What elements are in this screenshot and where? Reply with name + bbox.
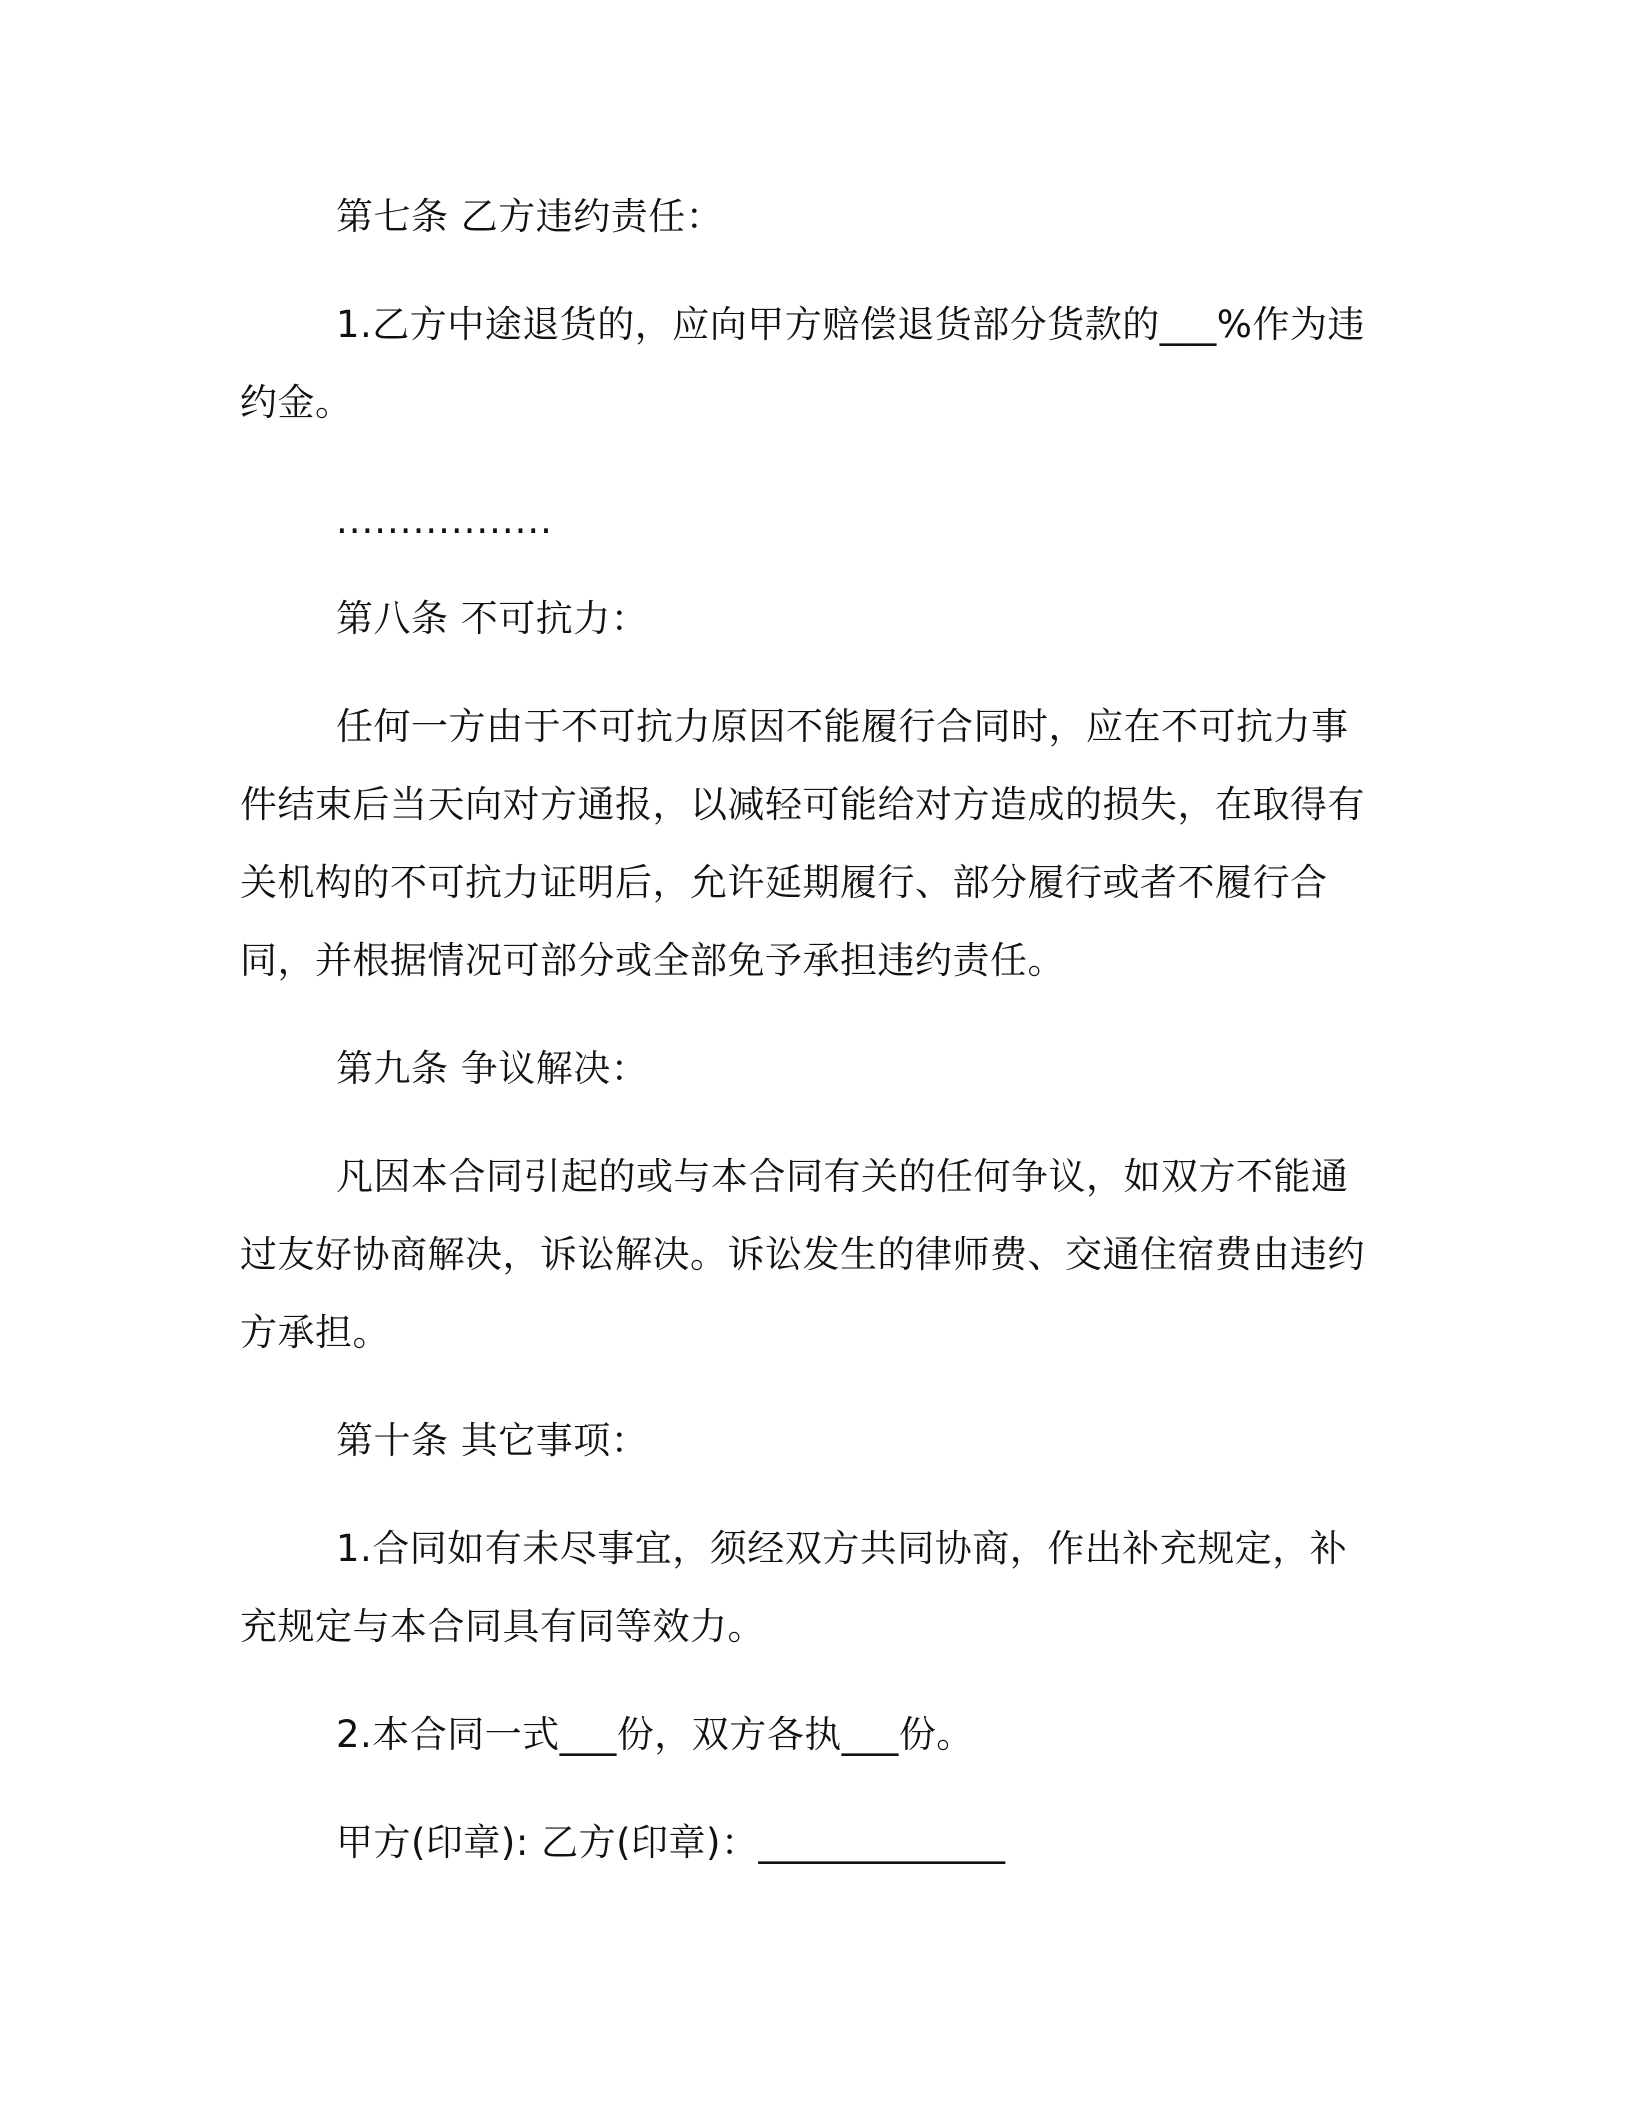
signature-line: 甲方(印章): 乙方(印章)：_____________ bbox=[336, 1821, 1006, 1864]
article7-heading: 第七条 乙方违约责任： bbox=[336, 195, 724, 238]
omission-ellipsis: ................. bbox=[336, 499, 553, 542]
article10-heading: 第十条 其它事项： bbox=[336, 1419, 649, 1462]
article9-body: 凡因本合同引起的或与本合同有关的任何争议，如双方不能通过友好协商解决，诉讼解决。诉讼发生的律师费、交通住宿费由违约方承担。 bbox=[240, 1155, 1365, 1354]
article8-heading: 第八条 不可抗力： bbox=[336, 597, 649, 640]
article7-item1: 1.乙方中途退货的，应向甲方赔偿退货部分货款的___%作为违约金。 bbox=[240, 303, 1365, 424]
article10-item1: 1.合同如有未尽事宜，须经双方共同协商，作出补充规定，补充规定与本合同具有同等效力。 bbox=[240, 1527, 1348, 1648]
article8-body: 任何一方由于不可抗力原因不能履行合同时，应在不可抗力事件结束后当天向对方通报，以减轻可能给对方造成的损失，在取得有关机构的不可抗力证明后，允许延期履行、部分履行或者不履行合同，并根据情况可部分或全部免予承担违约责任。 bbox=[240, 705, 1365, 982]
article9-heading: 第九条 争议解决： bbox=[336, 1047, 649, 1090]
article10-item2: 2.本合同一式___份，双方各执___份。 bbox=[336, 1713, 974, 1756]
document-body bbox=[240, 178, 1380, 1882]
